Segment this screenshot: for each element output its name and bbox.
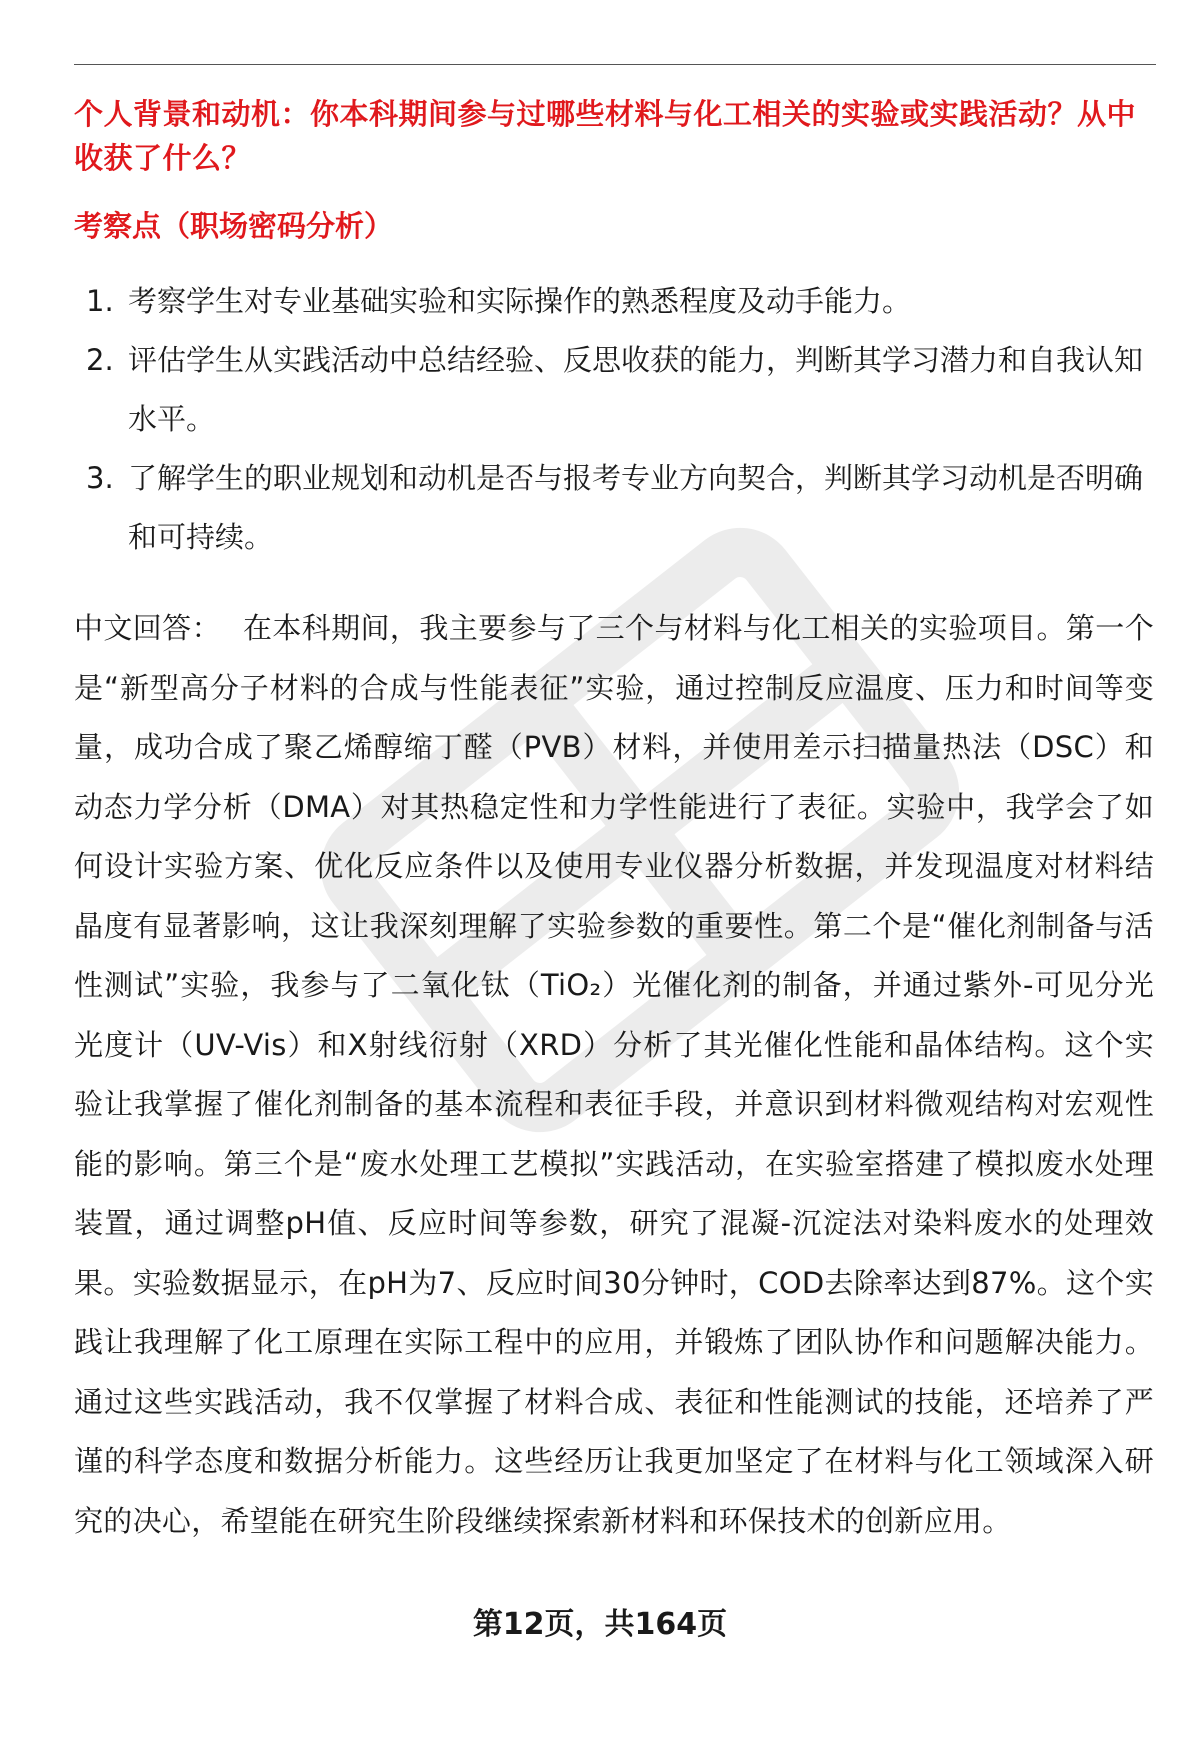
list-item [74,272,1154,331]
page-number: 第12页，共164页 [472,1607,728,1642]
list-item-text: 了解学生的职业规划和动机是否与报考专业方向契合，判断其学习动机是否明确和可持续。 [128,461,1144,554]
answer-text: 在本科期间，我主要参与了三个与材料与化工相关的实验项目。第一个是“新型高分子材料的合成与性能表征”实验，通过控制反应温度、压力和时间等变量，成功合成了聚乙烯醇缩丁醛（PVB）材料，并使用差示扫描量热法（DSC）和动态力学分析（DMA）对其热稳定性和力学性能进行了表征。实验中，我学会了如何设计实验方案、优化反应条件以及使用专业仪器分析数据，并发现温度对材料结晶度有显著影响，这让我深刻理解了实验参数的重要性。第二个是“催化剂制备与活性测试”实验，我参与了二氧化钛（TiO₂）光催化剂的制备，并通过紫外-可见分光光度计（UV-Vis）和X射线衍射（XRD）分析了其光催化性能和晶体结构。这个实验让我掌握了催化剂制备的基本流程和表征手段，并意识到材料微观结构对宏观性能的影响。第三个是“废水处理工艺模拟”实践活动，在实验室搭建了模拟废水处理装置，通过调整pH值、反应时间等参数，研究了混凝-沉淀法对染料废水的处理效果。实验数据显示，在pH为7、反应时间30分钟时，COD去除率达到87%。这个实践让我理解了化工原理在实际工程中的应用，并锻炼了团队协作和问题解决能力。通过这些实践活动，我不仅掌握了材料合成、表征和性能测试的技能，还培养了严谨的科学态度和数据分析能力。这些经历让我更加坚定了在材料与化工领域深入研究的决心，希望能在研究生阶段继续探索新材料和环保技术的创新应用。 [74,611,1154,1538]
section-title: 考察点（职场密码分析） [74,209,394,243]
top-divider [74,64,1156,65]
list-item-number: 3. [86,461,114,495]
answer-paragraph [74,599,1154,1551]
answer-label: 中文回答： [74,611,221,645]
list-item [74,449,1154,567]
question-heading: 个人背景和动机：你本科期间参与过哪些材料与化工相关的实验或实践活动？从中收获了什么？ [74,97,1137,175]
list-item-number: 1. [86,284,114,318]
list-item-text: 考察学生对专业基础实验和实际操作的熟悉程度及动手能力。 [128,284,912,318]
document-body [74,92,1154,1551]
assessment-points-list [74,272,1154,567]
list-item [74,331,1154,449]
list-item-text: 评估学生从实践活动中总结经验、反思收获的能力，判断其学习潜力和自我认知水平。 [128,343,1144,436]
list-item-number: 2. [86,343,114,377]
